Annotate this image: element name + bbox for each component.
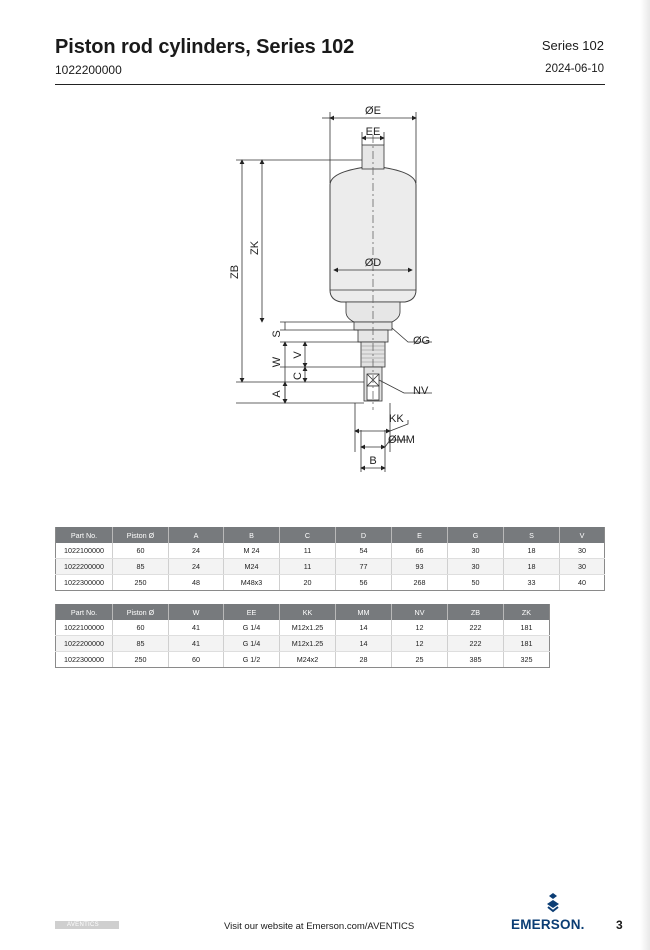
table-cell: M24 bbox=[224, 559, 280, 575]
dimension-table-1 bbox=[55, 527, 605, 591]
dim-label-b: B bbox=[369, 455, 377, 467]
table-cell: 41 bbox=[169, 636, 224, 652]
table-row bbox=[56, 543, 605, 559]
dim-label-mm: ØMM bbox=[388, 434, 415, 446]
table-cell: 1022100000 bbox=[56, 543, 113, 559]
part-number: 1022200000 bbox=[55, 63, 122, 77]
table-cell: 1022300000 bbox=[56, 652, 113, 668]
table-cell: 60 bbox=[113, 543, 169, 559]
dim-label-ee: EE bbox=[365, 126, 381, 138]
table-cell: 41 bbox=[169, 620, 224, 636]
dim-label-zb: ZB bbox=[229, 264, 241, 280]
dim-label-c: C bbox=[292, 372, 304, 380]
table-cell: 60 bbox=[113, 620, 169, 636]
table-header-row bbox=[56, 527, 605, 543]
table-header-row bbox=[56, 604, 550, 620]
table-cell: 222 bbox=[448, 636, 504, 652]
table-cell: G 1/4 bbox=[224, 620, 280, 636]
aventics-brand-tag: AVENTICS bbox=[55, 921, 119, 929]
column-header: NV bbox=[392, 604, 448, 620]
table-row bbox=[56, 575, 605, 591]
dim-label-e: ØE bbox=[365, 105, 381, 117]
emerson-logo bbox=[511, 892, 597, 932]
dimension-table-2 bbox=[55, 604, 550, 668]
dim-label-v: V bbox=[292, 351, 304, 359]
table-cell: M48x3 bbox=[224, 575, 280, 591]
table-cell: 20 bbox=[280, 575, 336, 591]
column-header: KK bbox=[280, 604, 336, 620]
table-cell: 222 bbox=[448, 620, 504, 636]
table-cell: 12 bbox=[392, 636, 448, 652]
table-cell: M 24 bbox=[224, 543, 280, 559]
table-cell: 18 bbox=[504, 543, 560, 559]
page-title: Piston rod cylinders, Series 102 bbox=[55, 36, 355, 58]
column-header: W bbox=[169, 604, 224, 620]
column-header: G bbox=[448, 527, 504, 543]
table-cell: 48 bbox=[169, 575, 224, 591]
dim-label-g: ØG bbox=[413, 335, 431, 347]
column-header: Part No. bbox=[56, 604, 113, 620]
table-cell: 11 bbox=[280, 543, 336, 559]
table-row bbox=[56, 559, 605, 575]
table-cell: M12x1.25 bbox=[280, 636, 336, 652]
table-cell: 85 bbox=[113, 559, 169, 575]
table-cell: 93 bbox=[392, 559, 448, 575]
table-cell: M24x2 bbox=[280, 652, 336, 668]
column-header: ZB bbox=[448, 604, 504, 620]
column-header: D bbox=[336, 527, 392, 543]
table-cell: 56 bbox=[336, 575, 392, 591]
table-cell: 54 bbox=[336, 543, 392, 559]
table-cell: 30 bbox=[560, 543, 605, 559]
table-cell: 11 bbox=[280, 559, 336, 575]
column-header: Piston Ø bbox=[113, 604, 169, 620]
table-cell: 250 bbox=[113, 575, 169, 591]
table-cell: 385 bbox=[448, 652, 504, 668]
table-cell: 30 bbox=[560, 559, 605, 575]
table-cell: 1022100000 bbox=[56, 620, 113, 636]
table-cell: 25 bbox=[392, 652, 448, 668]
table-cell: 325 bbox=[504, 652, 550, 668]
column-header: V bbox=[560, 527, 605, 543]
table-cell: 66 bbox=[392, 543, 448, 559]
emerson-logo-icon bbox=[542, 892, 564, 914]
page-number: 3 bbox=[616, 918, 623, 932]
table-cell: 1022200000 bbox=[56, 559, 113, 575]
table-row bbox=[56, 636, 550, 652]
table-cell: 12 bbox=[392, 620, 448, 636]
dim-label-nv: NV bbox=[413, 385, 429, 397]
column-header: ZK bbox=[504, 604, 550, 620]
dim-label-s: S bbox=[271, 330, 283, 338]
table-cell: 14 bbox=[336, 636, 392, 652]
column-header: E bbox=[392, 527, 448, 543]
table-cell: 18 bbox=[504, 559, 560, 575]
dim-label-zk: ZK bbox=[249, 240, 261, 256]
column-header: C bbox=[280, 527, 336, 543]
table-cell: 250 bbox=[113, 652, 169, 668]
footer-website-text: Visit our website at Emerson.com/AVENTICS bbox=[224, 921, 415, 932]
table-cell: 28 bbox=[336, 652, 392, 668]
emerson-logo-text: EMERSON. bbox=[511, 917, 585, 932]
table-cell: 50 bbox=[448, 575, 504, 591]
dim-label-d: ØD bbox=[364, 257, 382, 269]
column-header: EE bbox=[224, 604, 280, 620]
column-header: Part No. bbox=[56, 527, 113, 543]
series-label: Series 102 bbox=[541, 38, 604, 53]
table-cell: G 1/2 bbox=[224, 652, 280, 668]
column-header: A bbox=[169, 527, 224, 543]
table-cell: 1022300000 bbox=[56, 575, 113, 591]
dim-label-w: W bbox=[271, 356, 283, 368]
table-cell: 181 bbox=[504, 636, 550, 652]
table-cell: 181 bbox=[504, 620, 550, 636]
table-cell: 14 bbox=[336, 620, 392, 636]
table-row bbox=[56, 620, 550, 636]
column-header: Piston Ø bbox=[113, 527, 169, 543]
dim-label-kk: KK bbox=[389, 413, 404, 425]
table-cell: G 1/4 bbox=[224, 636, 280, 652]
table-row bbox=[56, 652, 550, 668]
table-cell: 85 bbox=[113, 636, 169, 652]
table-cell: 1022200000 bbox=[56, 636, 113, 652]
table-cell: 60 bbox=[169, 652, 224, 668]
table-cell: 30 bbox=[448, 543, 504, 559]
table-cell: 77 bbox=[336, 559, 392, 575]
table-cell: 30 bbox=[448, 559, 504, 575]
table-cell: 24 bbox=[169, 559, 224, 575]
column-header: MM bbox=[336, 604, 392, 620]
table-cell: 268 bbox=[392, 575, 448, 591]
column-header: B bbox=[224, 527, 280, 543]
document-date: 2024-06-10 bbox=[545, 63, 604, 75]
column-header: S bbox=[504, 527, 560, 543]
table-cell: 40 bbox=[560, 575, 605, 591]
table-cell: M12x1.25 bbox=[280, 620, 336, 636]
dim-label-a: A bbox=[271, 390, 283, 398]
table-cell: 33 bbox=[504, 575, 560, 591]
table-cell: 24 bbox=[169, 543, 224, 559]
